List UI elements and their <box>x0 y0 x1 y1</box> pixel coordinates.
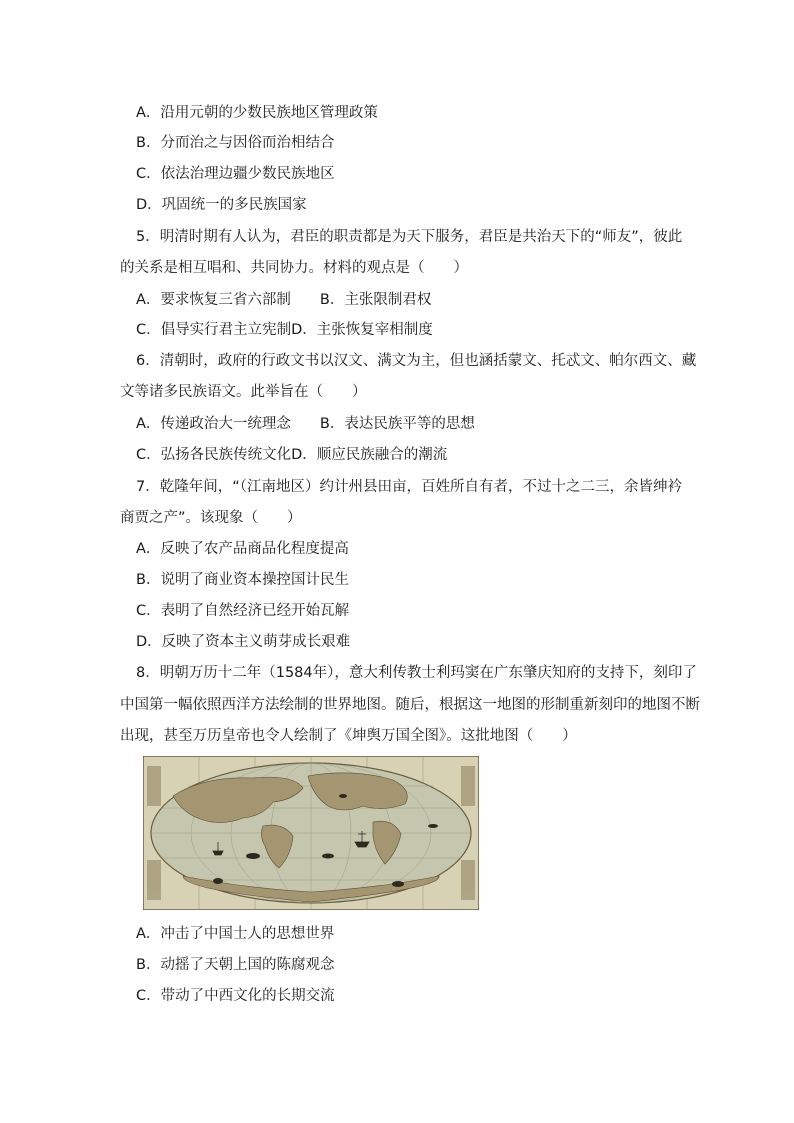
q5-stem-line-2: 的关系是相互唱和、共同协力。材料的观点是（ ） <box>120 260 468 276</box>
q8-option-c: C．带动了中西文化的长期交流 <box>136 988 335 1004</box>
q7-option-d: D．反映了资本主义萌芽成长艰难 <box>136 634 351 650</box>
q8-stem-line-1: 8．明朝万历十二年（1584年），意大利传教士利玛窦在广东肇庆知府的支持下，刻印了 <box>136 665 697 681</box>
q4-option-c: C．依法治理边疆少数民族地区 <box>136 166 335 182</box>
q8-option-b: B．动摇了天朝上国的陈腐观念 <box>136 957 335 973</box>
q8-option-a: A．冲击了中国士人的思想世界 <box>136 926 335 942</box>
animal-icon <box>213 878 223 884</box>
q7-option-b: B．说明了商业资本操控国计民生 <box>136 572 349 588</box>
world-map-illustration <box>143 756 479 910</box>
animal-icon <box>392 881 404 887</box>
q7-stem-line-2: 商贾之产”。该现象（ ） <box>120 510 302 526</box>
q6-stem-line-2: 文等诸多民族语文。此举旨在（ ） <box>120 384 367 400</box>
fish-icon <box>339 794 347 798</box>
q4-option-a: A．沿用元朝的少数民族地区管理政策 <box>136 105 378 121</box>
q4-option-b: B．分而治之与因俗而治相结合 <box>136 135 335 151</box>
q7-option-c: C．表明了自然经济已经开始瓦解 <box>136 603 350 619</box>
fish-icon <box>428 824 438 828</box>
q5-options-ab: A．要求恢复三省六部制 B．主张限制君权 <box>136 292 432 308</box>
q5-stem-line-1: 5．明清时期有人认为，君臣的职责都是为天下服务，君臣是共治天下的“师友”，彼此 <box>136 229 683 245</box>
fish-icon <box>322 854 334 859</box>
q6-stem-line-1: 6．清朝时，政府的行政文书以汉文、满文为主，但也涵括蒙文、托忒文、帕尔西文、藏 <box>136 353 697 369</box>
q8-stem-line-3: 出现，甚至万历皇帝也令人绘制了《坤舆万国全图》。这批地图（ ） <box>120 728 577 744</box>
whale-icon <box>246 853 260 859</box>
q8-stem-line-2: 中国第一幅依照西洋方法绘制的世界地图。随后，根据这一地图的形制重新刻印的地图不断 <box>120 697 700 713</box>
q6-options-ab: A．传递政治大一统理念 B．表达民族平等的思想 <box>136 416 475 432</box>
q7-option-a: A．反映了农产品商品化程度提高 <box>136 541 349 557</box>
q5-options-cd: C．倡导实行君主立宪制D．主张恢复宰相制度 <box>136 322 433 338</box>
q7-stem-line-1: 7．乾隆年间，“（江南地区）约计州县田亩，百姓所自有者，不过十之二三，余皆绅衿 <box>136 479 682 495</box>
q6-options-cd: C．弘扬各民族传统文化D．顺应民族融合的潮流 <box>136 447 448 463</box>
q4-option-d: D．巩固统一的多民族国家 <box>136 197 307 213</box>
